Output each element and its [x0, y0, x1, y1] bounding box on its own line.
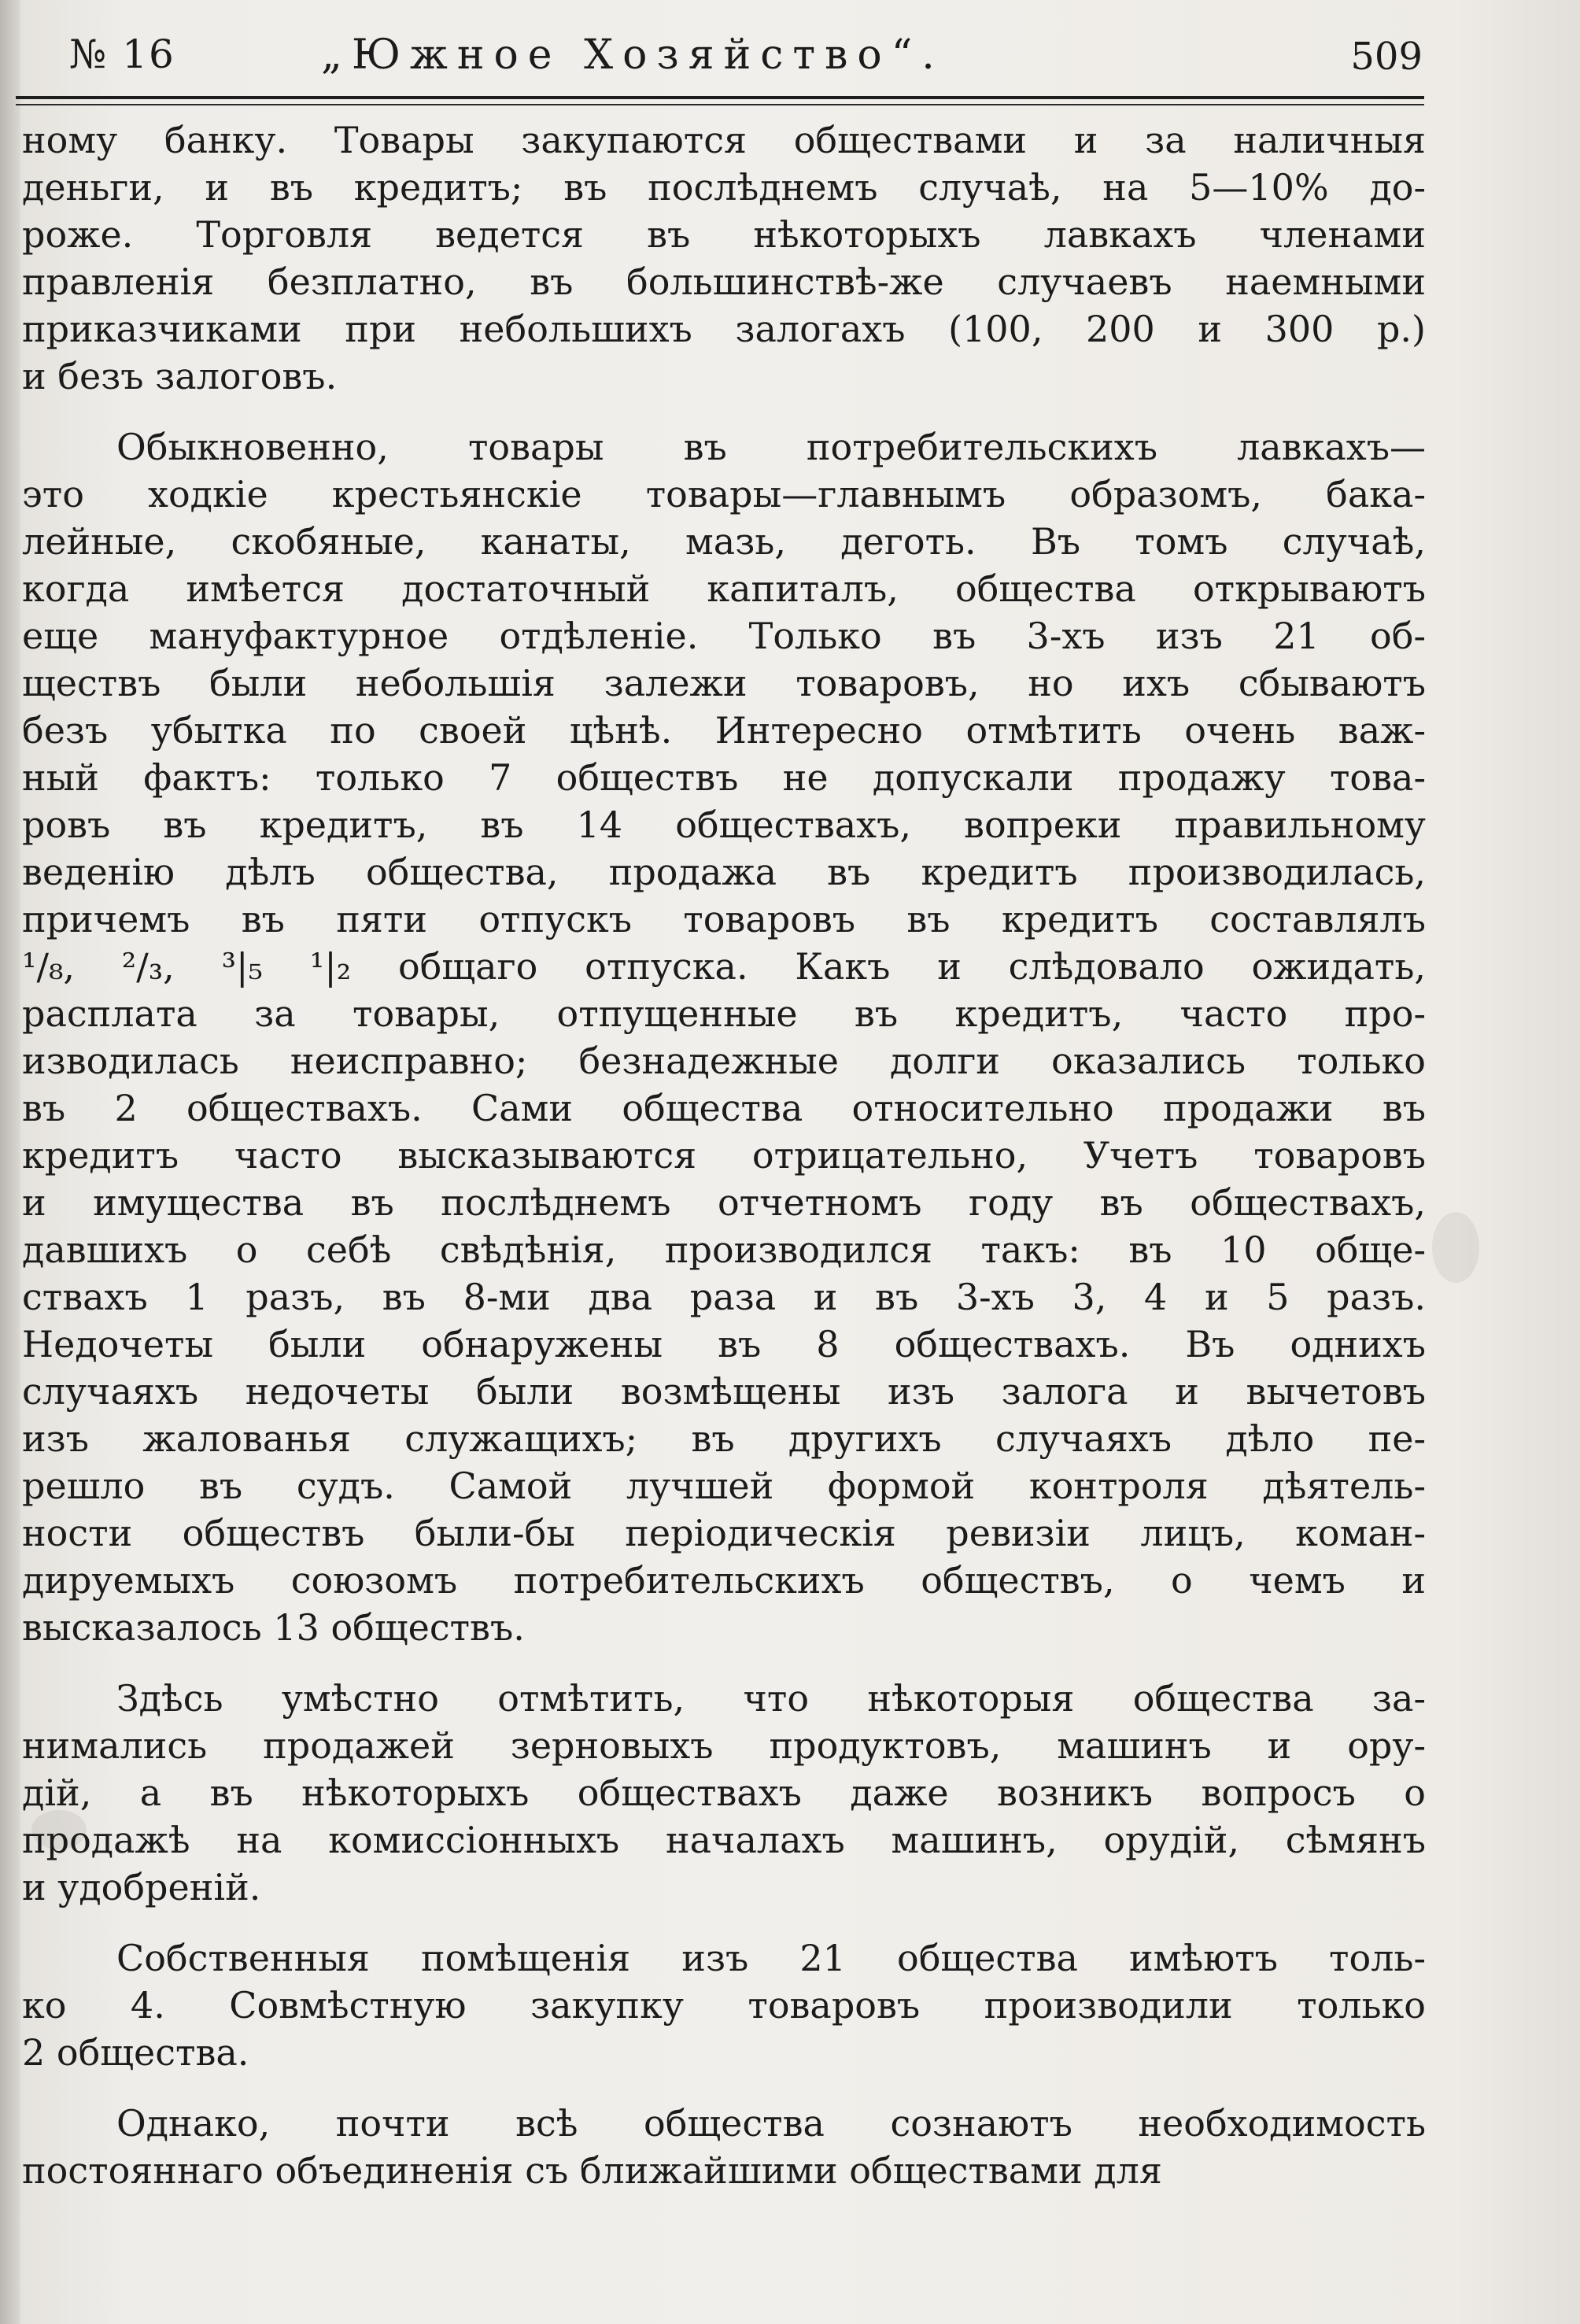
- text-line: причемъ въ пяти отпускъ товаровъ въ кредитъ составлялъ: [22, 898, 1426, 940]
- paragraph: [22, 116, 1426, 400]
- text-line: Однако, почти всѣ общества сознаютъ необходимость: [116, 2102, 1426, 2145]
- text-line: деньги, и въ кредитъ; въ послѣднемъ случаѣ, на 5—10% до-: [22, 166, 1426, 209]
- paper-smudge: [1432, 1212, 1479, 1283]
- text-line: веденію дѣлъ общества, продажа въ кредитъ производилась,: [22, 851, 1426, 893]
- running-header: [69, 31, 1423, 98]
- text-line: Недочеты были обнаружены въ 8 обществахъ. Въ однихъ: [22, 1323, 1426, 1365]
- text-line: Собственныя помѣщенія изъ 21 общества имѣютъ толь-: [116, 1937, 1426, 1979]
- text-line: и безъ залоговъ.: [22, 355, 338, 397]
- text-line: когда имѣется достаточный капиталъ, общества открываютъ: [22, 567, 1426, 610]
- text-line: давшихъ о себѣ свѣдѣнія, производился такъ: въ 10 обще-: [22, 1229, 1426, 1271]
- paragraph-gap: [22, 400, 1426, 423]
- paragraph-gap: [22, 1911, 1426, 1934]
- header-rule-thick: [16, 96, 1424, 99]
- issue-number: № 16: [69, 31, 175, 77]
- text-line: ный фактъ: только 7 обществъ не допускали продажу това-: [22, 756, 1426, 799]
- text-line: постояннаго объединенія съ ближайшими обществами для: [22, 2149, 1162, 2192]
- paragraph-gap: [22, 2076, 1426, 2100]
- page-gutter-shadow: [0, 0, 20, 2324]
- text-line: ко 4. Совмѣстную закупку товаровъ производили только: [22, 1984, 1426, 2027]
- paragraph: [22, 2100, 1426, 2194]
- text-line: еще мануфактурное отдѣленіе. Только въ 3-хъ изъ 21 об-: [22, 615, 1426, 657]
- text-line: кредитъ часто высказываются отрицательно, Учетъ товаровъ: [22, 1134, 1426, 1177]
- header-rule-thin: [16, 104, 1424, 105]
- text-line: приказчиками при небольшихъ залогахъ (100, 200 и 300 р.): [22, 308, 1426, 350]
- text-line: 2 общества.: [22, 2031, 249, 2074]
- text-line: ному банку. Товары закупаются обществами и за наличныя: [22, 119, 1426, 161]
- text-line: нимались продажей зерновыхъ продуктовъ, машинъ и ору-: [22, 1724, 1426, 1767]
- paragraph: [22, 1675, 1426, 1911]
- text-line: ществъ были небольшія залежи товаровъ, но ихъ сбываютъ: [22, 662, 1426, 704]
- text-line: Здѣсь умѣстно отмѣтить, что нѣкоторыя общества за-: [116, 1677, 1426, 1720]
- journal-title: „Южное Хозяйство“.: [321, 31, 944, 79]
- text-line: роже. Торговля ведется въ нѣкоторыхъ лавкахъ членами: [22, 213, 1426, 256]
- text-line: ¹/₈, ²/₃, ³|₅ ¹|₂ общаго отпуска. Какъ и слѣдовало ожидать,: [22, 945, 1426, 988]
- text-line: ности обществъ были-бы періодическія ревизіи лицъ, коман-: [22, 1512, 1426, 1554]
- text-line: высказалось 13 обществъ.: [22, 1606, 525, 1649]
- body-text: [22, 116, 1426, 2194]
- text-line: продажѣ на комиссіонныхъ началахъ машинъ, орудій, сѣмянъ: [22, 1819, 1426, 1861]
- paragraph: [22, 1934, 1426, 2076]
- page-number: 509: [1350, 35, 1423, 79]
- text-line: ствахъ 1 разъ, въ 8-ми два раза и въ 3-хъ 3, 4 и 5 разъ.: [22, 1276, 1426, 1318]
- text-line: лейные, скобяные, канаты, мазь, деготь. Въ томъ случаѣ,: [22, 520, 1426, 563]
- text-line: изъ жалованья служащихъ; въ другихъ случаяхъ дѣло пе-: [22, 1417, 1426, 1460]
- text-line: и удобреній.: [22, 1866, 261, 1908]
- text-line: ровъ въ кредитъ, въ 14 обществахъ, вопреки правильному: [22, 804, 1426, 846]
- text-line: правленія безплатно, въ большинствѣ-же случаевъ наемными: [22, 260, 1426, 303]
- text-line: решло въ судъ. Самой лучшей формой контроля дѣятель-: [22, 1465, 1426, 1507]
- text-line: въ 2 обществахъ. Сами общества относительно продажи въ: [22, 1087, 1426, 1129]
- text-line: Обыкновенно, товары въ потребительскихъ лавкахъ—: [116, 426, 1426, 468]
- text-line: расплата за товары, отпущенные въ кредитъ, часто про-: [22, 992, 1426, 1035]
- text-line: случаяхъ недочеты были возмѣщены изъ залога и вычетовъ: [22, 1370, 1426, 1413]
- text-line: это ходкіе крестьянскіе товары—главнымъ образомъ, бака-: [22, 473, 1426, 515]
- paragraph: [22, 423, 1426, 1651]
- text-line: безъ убытка по своей цѣнѣ. Интересно отмѣтить очень важ-: [22, 709, 1426, 752]
- text-line: дій, а въ нѣкоторыхъ обществахъ даже возникъ вопросъ о: [22, 1772, 1426, 1814]
- text-line: дируемыхъ союзомъ потребительскихъ обществъ, о чемъ и: [22, 1559, 1426, 1602]
- text-line: изводилась неисправно; безнадежные долги оказались только: [22, 1040, 1426, 1082]
- paragraph-gap: [22, 1651, 1426, 1675]
- text-line: и имущества въ послѣднемъ отчетномъ году въ обществахъ,: [22, 1181, 1426, 1224]
